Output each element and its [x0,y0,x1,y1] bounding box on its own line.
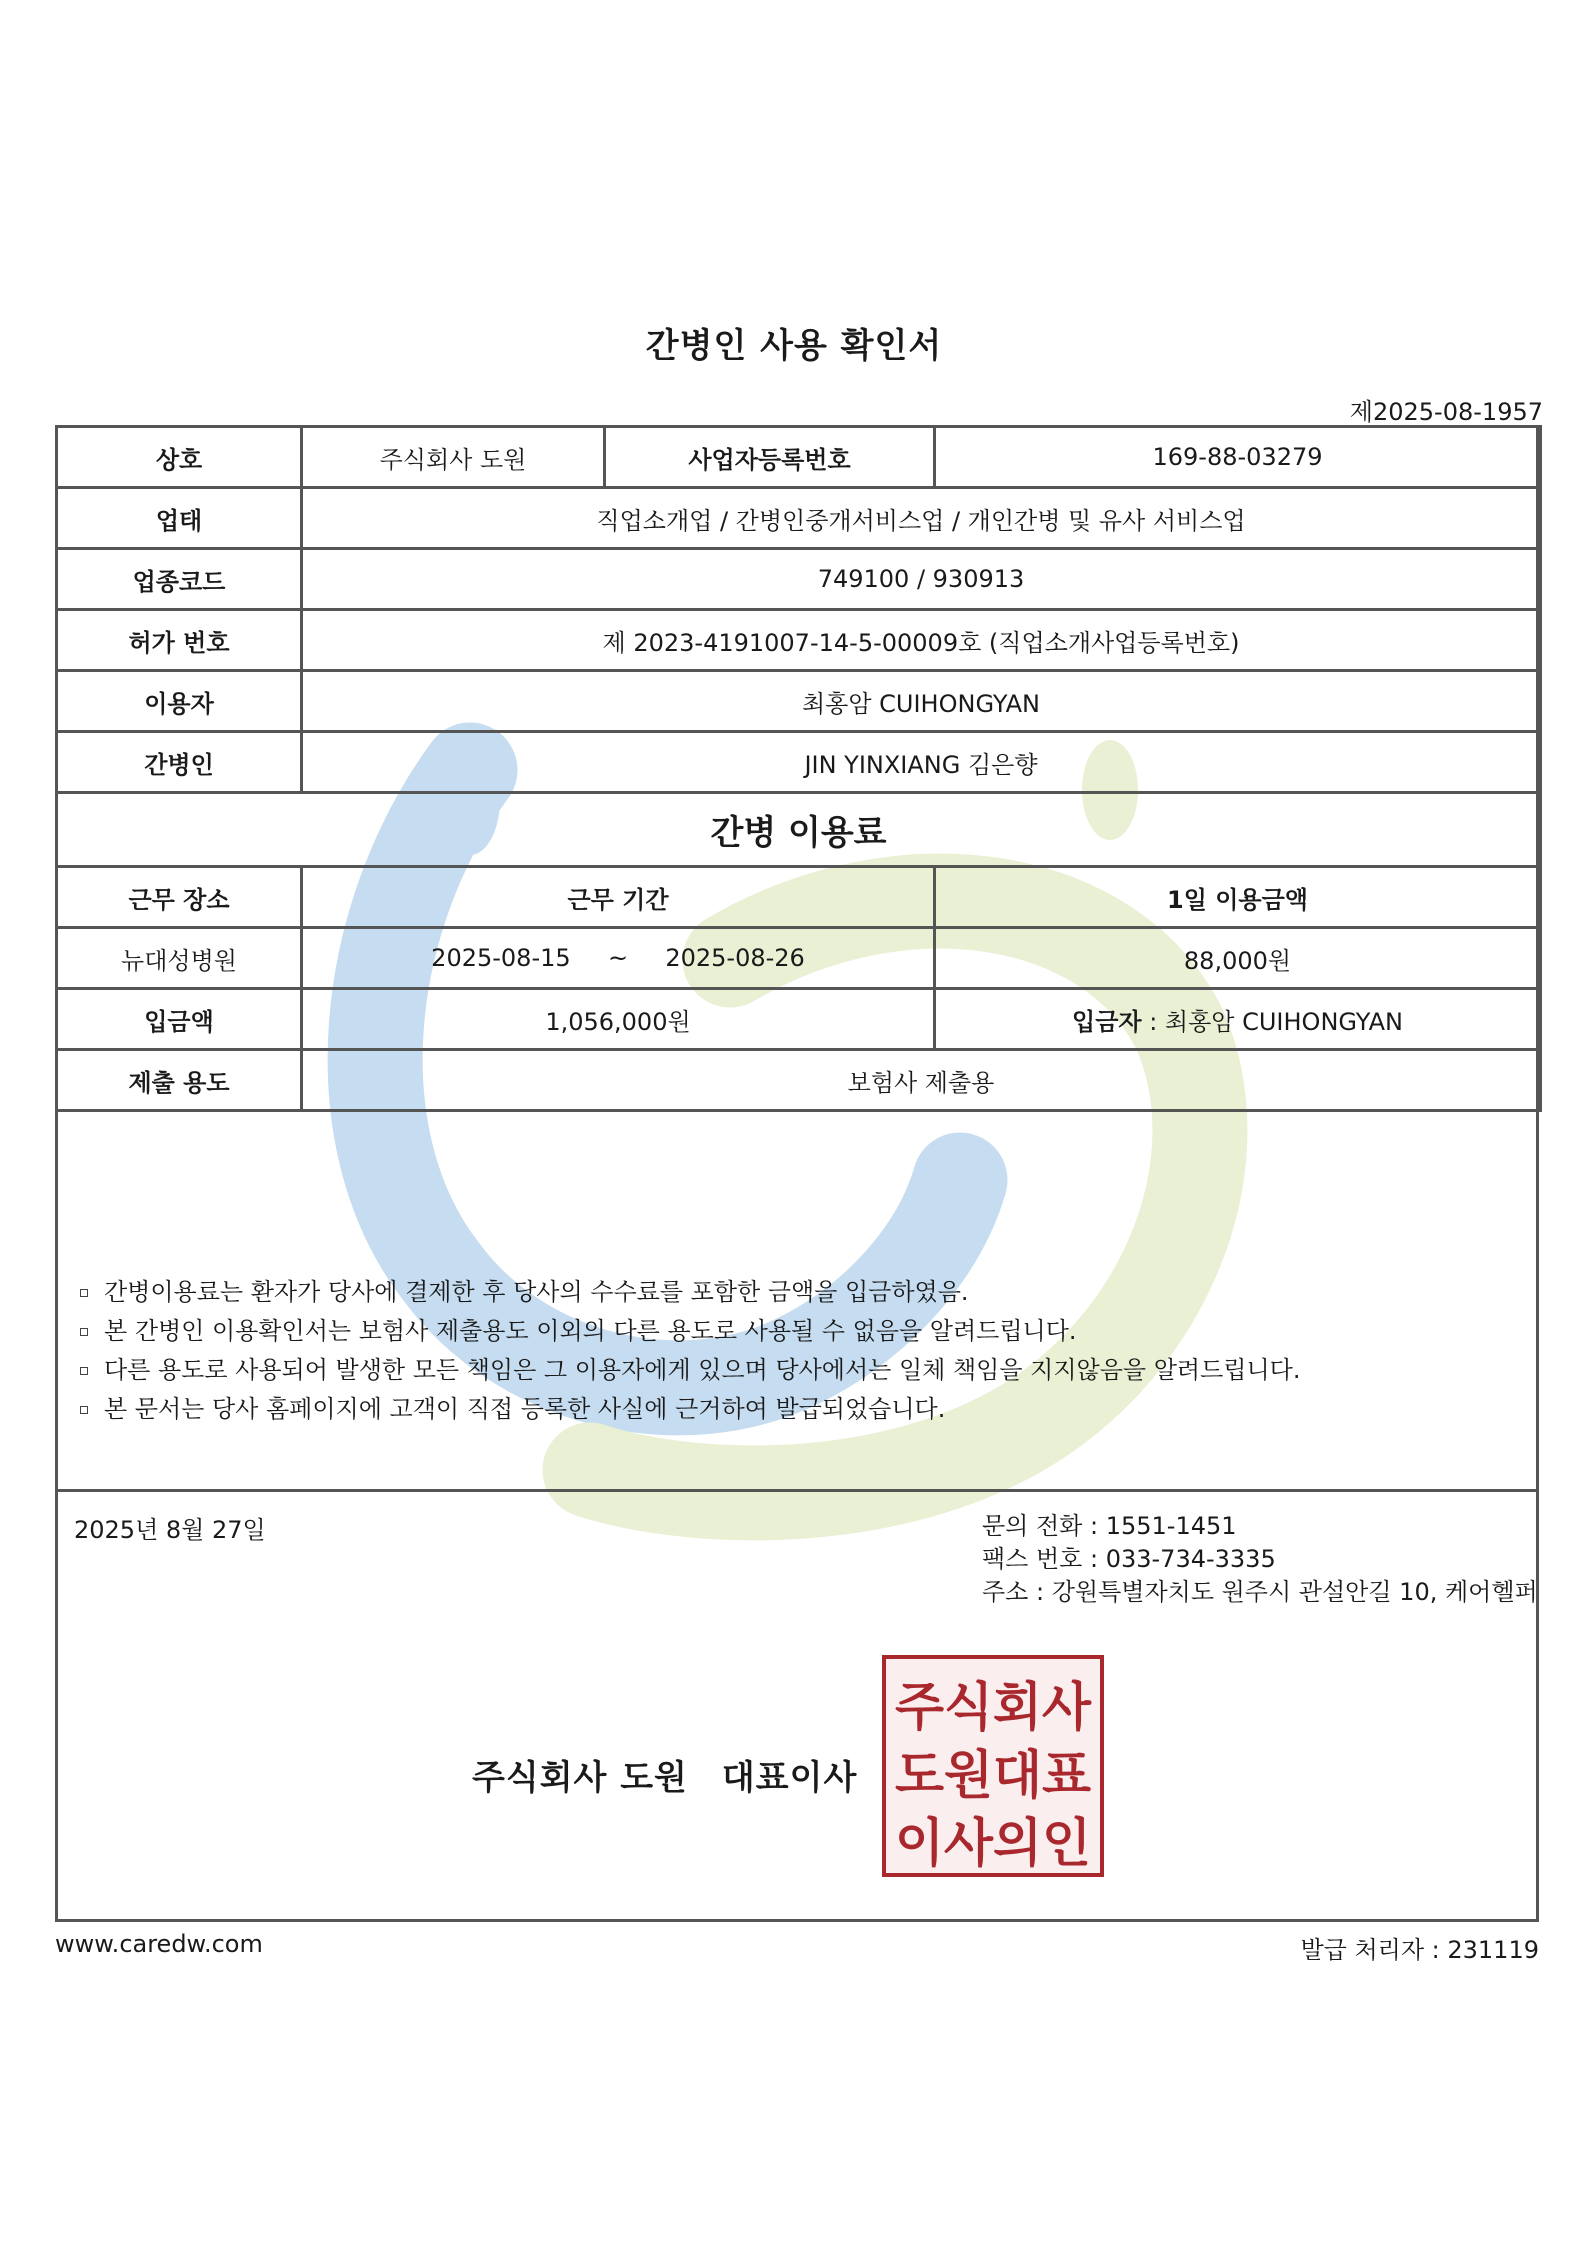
label-caregiver: 간병인 [57,732,302,793]
value-work-period [302,928,935,989]
row-fee-section [57,793,1541,867]
signer-company: 주식회사 도원 [472,1758,688,1798]
row-fee-headers [57,867,1541,928]
contact-address: 주소 : 강원특별자치도 원주시 관설안길 10, 케어헬퍼 [982,1578,1538,1606]
issue-date: 2025년 8월 27일 [74,1516,266,1544]
square-bullet-icon [80,1289,88,1297]
value-caregiver: JIN YINXIANG 김은향 [302,732,1541,793]
note-item: 다른 용도로 사용되어 발생한 모든 책임은 그 이용자에게 있으며 당사에서는 일체 책임을 지지않음을 알려드립니다. [80,1351,1300,1390]
note-item: 본 간병인 이용확인서는 보험사 제출용도 이외의 다른 용도로 사용될 수 없음을 알려드립니다. [80,1312,1300,1351]
seal-row-2: 도원대표 [895,1746,1091,1806]
label-business-type: 업태 [57,488,302,549]
issuer-info: 발급 처리자 : 231119 [1300,1936,1539,1964]
label-depositor: 입금자 [1072,1007,1142,1036]
fee-section-title: 간병 이용료 [57,793,1541,867]
label-permit-no: 허가 번호 [57,610,302,671]
label-deposit-amount: 입금액 [57,989,302,1050]
value-business-reg-no: 169-88-03279 [935,427,1541,488]
label-work-place: 근무 장소 [57,867,302,928]
seal-row-3: 이사의인 [895,1814,1091,1874]
row-caregiver [57,732,1541,793]
value-permit-no: 제 2023-4191007-14-5-00009호 (직업소개사업등록번호) [302,610,1541,671]
seal-row-1: 주식회사 [895,1678,1092,1738]
value-depositor: : 최홍암 CUIHONGYAN [1141,1007,1403,1036]
contact-info [982,1510,1538,1609]
info-table [55,425,1542,1112]
value-business-type: 직업소개업 / 간병인중개서비스업 / 개인간병 및 유사 서비스업 [302,488,1541,549]
signer-title: 대표이사 [721,1758,858,1798]
notes-list [80,1273,1300,1429]
signer-line [472,1750,857,1799]
value-purpose: 보험사 제출용 [302,1050,1541,1111]
square-bullet-icon [80,1328,88,1336]
note-item: 간병이용료는 환자가 당사에 결제한 후 당사의 수수료를 포함한 금액을 입금하였음. [80,1273,1300,1312]
row-business-type [57,488,1541,549]
document-number: 제2025-08-1957 [1349,398,1543,426]
note-item: 본 문서는 당사 홈페이지에 고객이 직접 등록한 사실에 근거하여 발급되었습니다. [80,1390,1300,1429]
row-permit-no [57,610,1541,671]
row-fee-values [57,928,1541,989]
period-start: 2025-08-15 [431,944,571,972]
period-end: 2025-08-26 [665,944,805,972]
value-industry-code: 749100 / 930913 [302,549,1541,610]
contact-fax: 팩스 번호 : 033-734-3335 [982,1545,1276,1573]
square-bullet-icon [80,1406,88,1414]
label-purpose: 제출 용도 [57,1050,302,1111]
row-company [57,427,1541,488]
depositor-cell [935,989,1541,1050]
value-user: 최홍암 CUIHONGYAN [302,671,1541,732]
section-divider [55,1489,1539,1492]
document-title: 간병인 사용 확인서 [645,326,943,366]
value-deposit-amount: 1,056,000원 [302,989,935,1050]
period-separator: ~ [607,944,629,972]
row-deposit [57,989,1541,1050]
value-daily-fee: 88,000원 [935,928,1541,989]
square-bullet-icon [80,1367,88,1375]
row-user [57,671,1541,732]
label-user: 이용자 [57,671,302,732]
row-purpose [57,1050,1541,1111]
website-url: www.caredw.com [55,1930,263,1958]
label-company: 상호 [57,427,302,488]
label-work-period: 근무 기간 [302,867,935,928]
value-work-place: 뉴대성병원 [57,928,302,989]
row-industry-code [57,549,1541,610]
label-industry-code: 업종코드 [57,549,302,610]
company-seal [882,1655,1104,1877]
value-company: 주식회사 도원 [302,427,605,488]
label-daily-fee: 1일 이용금액 [935,867,1541,928]
label-business-reg-no: 사업자등록번호 [605,427,935,488]
contact-phone: 문의 전화 : 1551-1451 [982,1512,1237,1540]
